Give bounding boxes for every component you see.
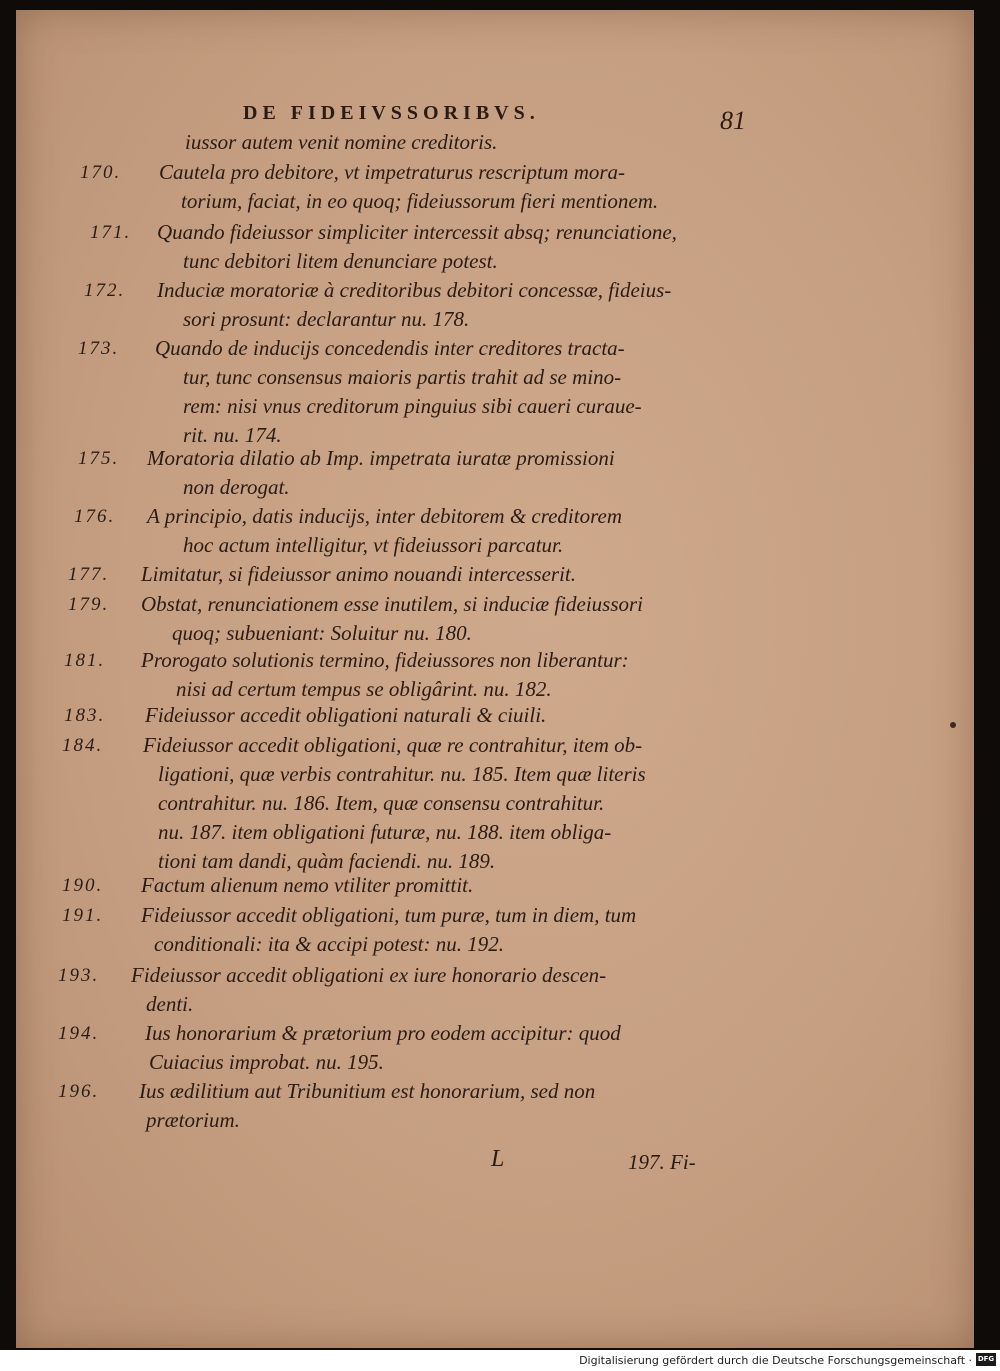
page-number: 81 bbox=[720, 106, 746, 135]
entry-number: 171. bbox=[90, 222, 132, 243]
entry-line: sori prosunt: declarantur nu. 178. bbox=[183, 307, 470, 331]
entry-line: Quando fideiussor simpliciter intercessit absq; renunciatione, bbox=[157, 220, 677, 244]
entry-line: Obstat, renunciationem esse inutilem, si induciæ fideiussori bbox=[141, 592, 644, 616]
entry-line: Fideiussor accedit obligationi ex iure honorario descen- bbox=[131, 963, 607, 987]
entry-line: Factum alienum nemo vtiliter promittit. bbox=[141, 873, 474, 897]
entry-line: non derogat. bbox=[183, 475, 290, 499]
entry-line: contrahitur. nu. 186. Item, quæ consensu contrahitur. bbox=[158, 791, 605, 815]
entry-line: torium, faciat, in eo quoq; fideiussorum fieri mentionem. bbox=[181, 189, 659, 213]
running-head: DE FIDEIVSSORIBVS. bbox=[243, 102, 540, 124]
dfg-logo: DFG bbox=[976, 1353, 996, 1366]
entry-number: 170. bbox=[80, 162, 122, 183]
entry-line: conditionali: ita & accipi potest: nu. 192. bbox=[154, 932, 504, 956]
entry-number: 190. bbox=[62, 875, 104, 896]
entry-number: 194. bbox=[58, 1023, 100, 1044]
entry-line: Cautela pro debitore, vt impetraturus rescriptum mora- bbox=[159, 160, 626, 184]
entry-line: rit. nu. 174. bbox=[183, 423, 282, 447]
entry-line: A principio, datis inducijs, inter debitorem & creditorem bbox=[147, 504, 622, 528]
entry-line: Moratoria dilatio ab Imp. impetrata iuratæ promissioni bbox=[147, 446, 615, 470]
entry-line: Cuiacius improbat. nu. 195. bbox=[149, 1050, 384, 1074]
entry-line: denti. bbox=[146, 992, 194, 1016]
entry-number: 184. bbox=[62, 735, 104, 756]
signature-mark: L bbox=[491, 1146, 505, 1172]
entry-number: 179. bbox=[68, 594, 110, 615]
catchword: 197. Fi- bbox=[628, 1150, 696, 1174]
entry-line: Fideiussor accedit obligationi, quæ re contrahitur, item ob- bbox=[143, 733, 643, 757]
entry-line: quoq; subueniant: Soluitur nu. 180. bbox=[172, 621, 472, 645]
entry-line: Ius honorarium & prætorium pro eodem accipitur: quod bbox=[145, 1021, 621, 1045]
entry-number: 177. bbox=[68, 564, 110, 585]
entry-line: tur, tunc consensus maioris partis trahit ad se mino- bbox=[183, 365, 622, 389]
entry-number: 173. bbox=[78, 338, 120, 359]
entry-line: iussor autem venit nomine creditoris. bbox=[185, 130, 498, 154]
entry-line: nisi ad certum tempus se obligârint. nu. 182. bbox=[176, 677, 552, 701]
entry-line: Limitatur, si fideiussor animo nouandi intercesserit. bbox=[141, 562, 576, 586]
entry-line: ligationi, quæ verbis contrahitur. nu. 185. Item quæ literis bbox=[158, 762, 646, 786]
entry-line: Fideiussor accedit obligationi naturali & ciuili. bbox=[145, 703, 547, 727]
entry-line: Fideiussor accedit obligationi, tum puræ, tum in diem, tum bbox=[141, 903, 637, 927]
entry-number: 193. bbox=[58, 965, 100, 986]
page-scan bbox=[16, 10, 974, 1348]
entry-line: Quando de inducijs concedendis inter creditores tracta- bbox=[155, 336, 625, 360]
entry-line: Ius ædilitium aut Tribunitium est honorarium, sed non bbox=[139, 1079, 596, 1103]
entry-line: tunc debitori litem denunciare potest. bbox=[183, 249, 498, 273]
entry-number: 196. bbox=[58, 1081, 100, 1102]
entry-line: nu. 187. item obligationi futuræ, nu. 188. item obliga- bbox=[158, 820, 612, 844]
entry-line: Induciæ moratoriæ à creditoribus debitori concessæ, fideius- bbox=[157, 278, 672, 302]
entry-line: hoc actum intelligitur, vt fideiussori parcatur. bbox=[183, 533, 564, 557]
entry-line: rem: nisi vnus creditorum pinguius sibi caueri curaue- bbox=[183, 394, 642, 418]
entry-number: 183. bbox=[64, 705, 106, 726]
entry-line: prætorium. bbox=[146, 1108, 240, 1132]
entry-number: 181. bbox=[64, 650, 106, 671]
ink-spot bbox=[950, 722, 956, 728]
entry-number: 175. bbox=[78, 448, 120, 469]
digitization-credit: Digitalisierung gefördert durch die Deutsche Forschungsgemeinschaft · bbox=[579, 1354, 972, 1367]
entry-number: 176. bbox=[74, 506, 116, 527]
entry-number: 191. bbox=[62, 905, 104, 926]
entry-line: Prorogato solutionis termino, fideiussores non liberantur: bbox=[141, 648, 629, 672]
entry-line: tioni tam dandi, quàm faciendi. nu. 189. bbox=[158, 849, 496, 873]
entry-number: 172. bbox=[84, 280, 126, 301]
